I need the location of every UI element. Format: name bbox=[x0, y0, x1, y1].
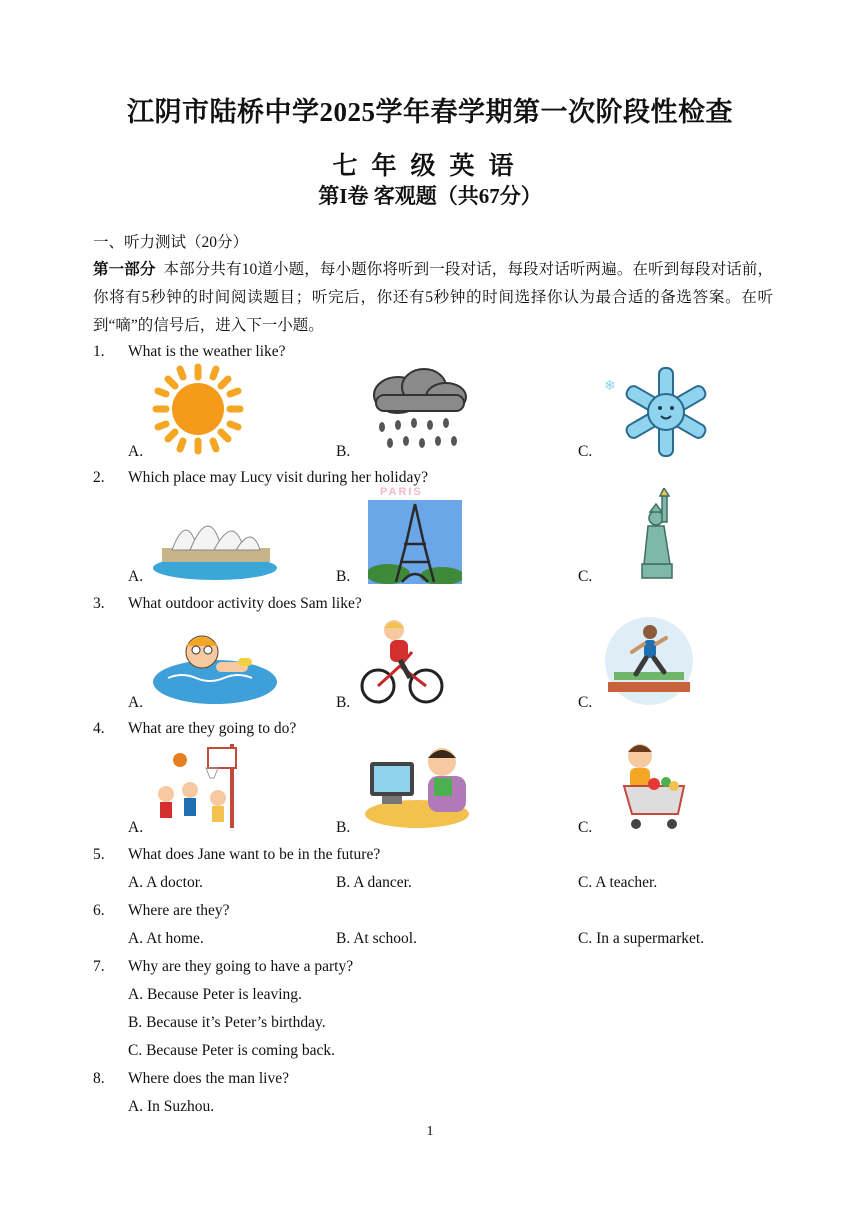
rain-cloud-icon bbox=[368, 365, 472, 455]
option-a: A. bbox=[128, 443, 144, 460]
watching-tv-icon bbox=[362, 742, 472, 832]
option-c: C. bbox=[578, 819, 593, 836]
page-number: 1 bbox=[426, 1124, 434, 1139]
option-b: B. At school. bbox=[336, 930, 417, 947]
option-c: C. bbox=[578, 568, 593, 585]
cycling-icon bbox=[360, 616, 444, 708]
question-text: Where are they? bbox=[128, 902, 230, 919]
option-c: C. bbox=[578, 443, 593, 460]
section-title: 一、听力测试（20分） bbox=[93, 234, 249, 251]
question-number: 8. bbox=[93, 1070, 105, 1087]
question-number: 1. bbox=[93, 343, 105, 360]
question-number: 2. bbox=[93, 469, 105, 486]
volume-title: 第I卷 客观题（共67分） bbox=[318, 184, 542, 208]
eiffel-tower-icon bbox=[368, 500, 462, 584]
option-c: C. A teacher. bbox=[578, 874, 658, 891]
instructions bbox=[93, 256, 773, 340]
instructions-text: 本部分共有10道小题，每小题你将听到一段对话，每段对话听两遍。在听到每段对话前，你将有5秒钟的时间阅读题目；听完后，你还有5秒钟的时间选择你认为最合适的备选答案。在听到“嘀”的信号后，进入下一小题。 bbox=[93, 261, 773, 334]
option-b: B. bbox=[336, 443, 351, 460]
option-c: C. bbox=[578, 694, 593, 711]
part-label: 第一部分 bbox=[93, 261, 156, 278]
question-number: 6. bbox=[93, 902, 105, 919]
question-number: 4. bbox=[93, 720, 105, 737]
exam-title: 江阴市陆桥中学2025学年春学期第一次阶段性检查 bbox=[127, 97, 733, 127]
option-b: B. bbox=[336, 568, 351, 585]
sun-icon bbox=[152, 363, 244, 455]
question-number: 7. bbox=[93, 958, 105, 975]
option-a: A. bbox=[128, 819, 144, 836]
basketball-icon bbox=[150, 742, 246, 832]
question-text: What outdoor activity does Sam like? bbox=[128, 595, 362, 612]
swimming-icon bbox=[152, 618, 278, 706]
option-a: A. At home. bbox=[128, 930, 204, 947]
option-a: A. bbox=[128, 694, 144, 711]
paris-label: PARIS bbox=[380, 486, 423, 498]
subject-title: 七年级英语 bbox=[332, 153, 528, 180]
svg-text:❄: ❄ bbox=[604, 379, 616, 394]
option-a: A. Because Peter is leaving. bbox=[128, 986, 302, 1003]
question-text: Why are they going to have a party? bbox=[128, 958, 354, 975]
snowflake-icon bbox=[600, 366, 716, 458]
statue-of-liberty-icon bbox=[624, 488, 688, 580]
question-number: 5. bbox=[93, 846, 105, 863]
sydney-opera-house-icon bbox=[152, 498, 278, 582]
option-c: C. In a supermarket. bbox=[578, 930, 705, 947]
shopping-cart-icon bbox=[610, 740, 692, 832]
option-b: B. bbox=[336, 694, 351, 711]
option-b: B. A dancer. bbox=[336, 874, 412, 891]
option-c: C. Because Peter is coming back. bbox=[128, 1042, 336, 1059]
question-number: 3. bbox=[93, 595, 105, 612]
option-b: B. Because it’s Peter’s birthday. bbox=[128, 1014, 326, 1031]
question-text: What does Jane want to be in the future? bbox=[128, 846, 381, 863]
option-a: A. In Suzhou. bbox=[128, 1098, 215, 1115]
running-icon bbox=[604, 616, 694, 706]
option-a: A. A doctor. bbox=[128, 874, 203, 891]
question-text: What is the weather like? bbox=[128, 343, 286, 360]
question-text: Which place may Lucy visit during her holiday? bbox=[128, 469, 429, 486]
question-text: Where does the man live? bbox=[128, 1070, 289, 1087]
question-text: What are they going to do? bbox=[128, 720, 297, 737]
option-b: B. bbox=[336, 819, 351, 836]
option-a: A. bbox=[128, 568, 144, 585]
